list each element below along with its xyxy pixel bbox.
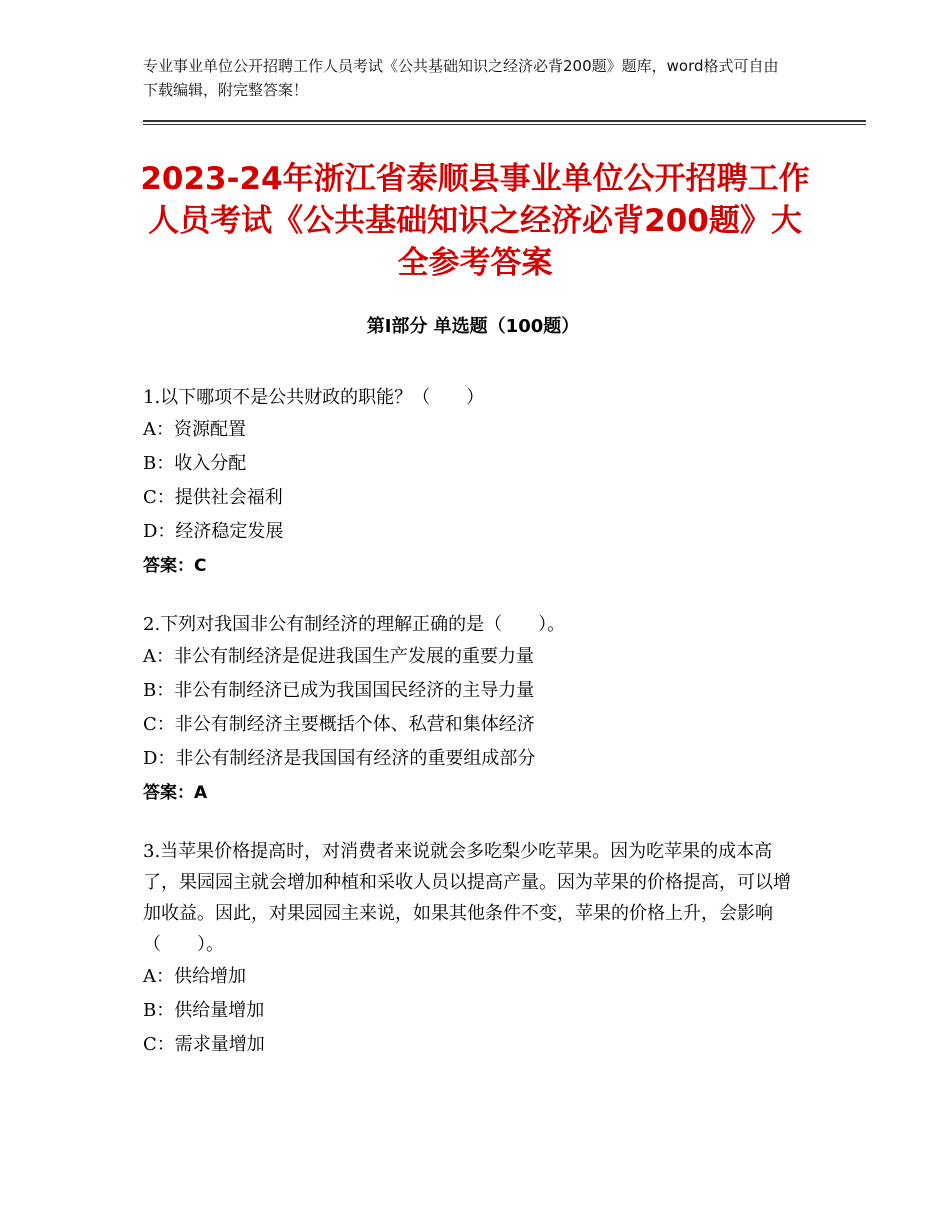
option-a: A：非公有制经济是促进我国生产发展的重要力量 bbox=[143, 646, 534, 667]
option-a: A：资源配置 bbox=[143, 419, 246, 440]
section-heading: 第Ⅰ部分 单选题（100题） bbox=[366, 316, 580, 337]
option-b: B：收入分配 bbox=[143, 453, 247, 474]
option-c: C：需求量增加 bbox=[143, 1034, 265, 1055]
option-a: A：供给增加 bbox=[143, 966, 246, 987]
question-3 bbox=[143, 835, 803, 1062]
question-1 bbox=[143, 381, 803, 583]
question-stem: 3.当苹果价格提高时，对消费者来说就会多吃梨少吃苹果。因为吃苹果的成本高了，果园园主就会增加种植和采收人员以提高产量。因为苹果的价格提高，可以增加收益。因此，对果园园主来说，如果其他条件不变，苹果的价格上升，会影响（ ）。 bbox=[143, 841, 791, 955]
option-d: D：非公有制经济是我国国有经济的重要组成部分 bbox=[143, 748, 536, 769]
answer: 答案：C bbox=[143, 556, 207, 576]
option-d: D：经济稳定发展 bbox=[143, 521, 284, 542]
header-note: 专业事业单位公开招聘工作人员考试《公共基础知识之经济必背200题》题库，word格式可自由下载编辑，附完整答案！ bbox=[143, 57, 779, 99]
document-title: 2023-24年浙江省泰顺县事业单位公开招聘工作人员考试《公共基础知识之经济必背200题》大全参考答案 bbox=[140, 161, 810, 281]
option-c: C：非公有制经济主要概括个体、私营和集体经济 bbox=[143, 714, 535, 735]
option-b: B：供给量增加 bbox=[143, 1000, 265, 1021]
question-stem: 2.下列对我国非公有制经济的理解正确的是（ ）。 bbox=[143, 614, 566, 635]
option-b: B：非公有制经济已成为我国国民经济的主导力量 bbox=[143, 680, 535, 701]
question-2 bbox=[143, 608, 803, 810]
option-c: C：提供社会福利 bbox=[143, 487, 283, 508]
header-rule-thin bbox=[143, 124, 866, 125]
question-list bbox=[143, 381, 803, 1087]
header-rule-thick bbox=[143, 120, 866, 122]
answer: 答案：A bbox=[143, 783, 208, 803]
question-stem: 1.以下哪项不是公共财政的职能？（ ） bbox=[143, 387, 485, 408]
